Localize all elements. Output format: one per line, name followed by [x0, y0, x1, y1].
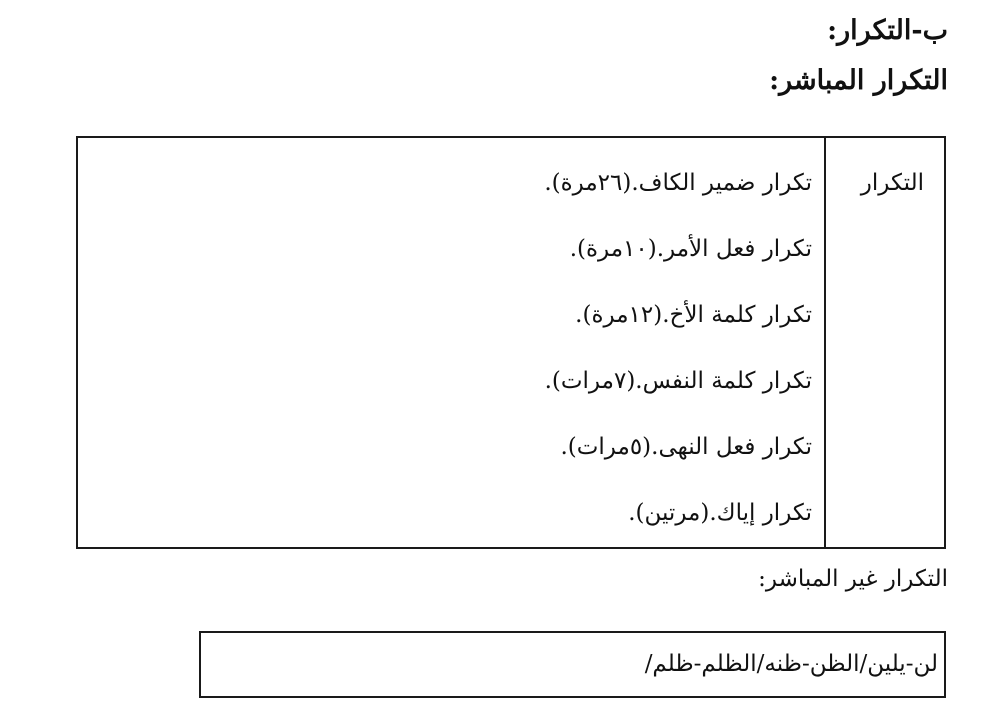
list-item: تكرار كلمة الأخ.(١٢مرة). — [575, 302, 812, 328]
table-label: التكرار — [860, 170, 924, 196]
repetition-list — [544, 166, 812, 562]
direct-repetition-table — [76, 136, 946, 549]
list-item: تكرار فعل الأمر.(١٠مرة). — [569, 236, 812, 262]
indirect-repetition-box — [199, 631, 946, 698]
list-item: تكرار فعل النهى.(٥مرات). — [560, 434, 812, 460]
list-item: تكرار ضمير الكاف.(٢٦مرة). — [544, 170, 812, 196]
list-item: تكرار إياك.(مرتين). — [628, 500, 812, 526]
section-heading: ب-التكرار: — [827, 15, 948, 46]
direct-repetition-title: التكرار المباشر: — [769, 65, 948, 96]
indirect-repetition-title: التكرار غير المباشر: — [758, 566, 948, 592]
indirect-repetition-content: لن-يلين/الظن-ظنه/الظلم-ظلم/ — [644, 651, 938, 677]
list-item: تكرار كلمة النفس.(٧مرات). — [544, 368, 812, 394]
table-label-cell — [824, 138, 944, 547]
